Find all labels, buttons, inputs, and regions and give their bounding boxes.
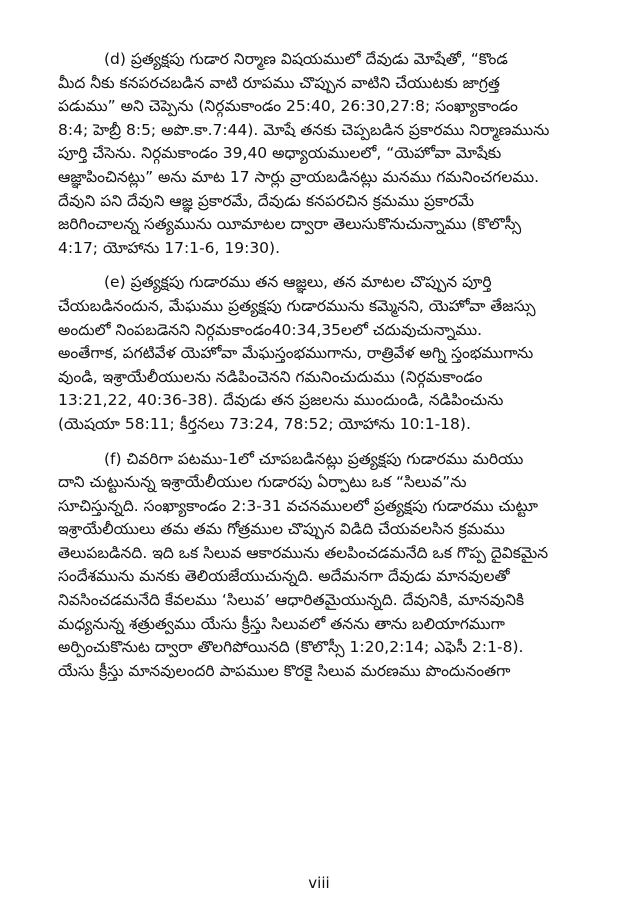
paragraph-line: దేవుని పని దేవుని ఆజ్ఞ ప్రకారమే, దేవుడు కనపరచిన క్రమము ప్రకారమే bbox=[58, 191, 475, 210]
paragraph-line: చేయబడినందున, మేఘము ప్రత్యక్షపు గుడారమును కమ్మెనని, యెహోవా తేజస్సు bbox=[58, 296, 536, 315]
paragraph-line: మీద నీకు కనపరచబడిన వాటి రూపము చొప్పున వాటిని చేయుటకు జాగ్రత్త bbox=[58, 73, 500, 92]
line-text: ప్రత్యక్షపు గుడారము తన ఆజ్ఞలు, తన మాటల చొప్పున పూర్తి bbox=[130, 273, 492, 292]
paragraph-line: దాని చుట్టునున్న ఇశ్రాయేలీయుల గుడారపు ఏర్పాటు ఒక “సిలువ”ను bbox=[58, 473, 467, 492]
paragraph-line: సందేశమును మనకు తెలియజేయుచున్నది. అదేమనగా దేవుడు మానవులతో bbox=[58, 567, 510, 586]
paragraph-line: 8:4; హెబ్రీ 8:5; అపొ.కా.7:44). మోషే తనకు చెప్పబడిన ప్రకారము నిర్మాణమును bbox=[58, 120, 550, 139]
paragraph-line bbox=[58, 271, 614, 295]
paragraph-line: సూచిస్తున్నది. సంఖ్యాకాండం 2:3-31 వచనములలో ప్రత్యక్షపు గుడారము చుట్టూ bbox=[58, 496, 538, 515]
paragraph-marker: (f) bbox=[104, 449, 122, 468]
paragraph-line: వుండి, ఇశ్రాయేలీయులను నడిపించెనని గమనించుదుము (నిర్గమకాండం bbox=[58, 367, 483, 386]
paragraph-line: అంతేగాక, పగటివేళ యెహోవా మేఘస్తంభముగాను, రాత్రివేళ అగ్ని స్తంభముగాను bbox=[58, 344, 534, 363]
paragraph-line: 13:21,22, 40:36-38). దేవుడు తన ప్రజలను ముందుండి, నడిపించును bbox=[58, 391, 504, 410]
paragraph-line bbox=[58, 448, 614, 472]
paragraph-line: మధ్యనున్న శత్రుత్వము యేసు క్రీస్తు సిలువలో తనను తాను బలియాగముగా bbox=[58, 614, 505, 633]
page-body bbox=[58, 48, 614, 694]
paragraph-line: నివసించడమనేది కేవలము ‘సిలువ’ ఆధారితమైయున్నది. దేవునికి, మానవునికి bbox=[58, 591, 525, 610]
paragraph-e bbox=[58, 271, 614, 436]
paragraph-line: యేసు క్రీస్తు మానవులందరి పాపముల కొరకై సిలువ మరణము పొందునంతగా bbox=[58, 661, 511, 680]
paragraph-line: పడుము” అని చెప్పెను (నిర్గమకాండం 25:40, 26:30,27:8; సంఖ్యాకాండం bbox=[58, 97, 518, 116]
paragraph-marker: (e) bbox=[104, 273, 126, 292]
paragraph-f bbox=[58, 448, 614, 684]
paragraph-line: అందులో నింపబడెనని నిర్గమకాండం40:34,35లలో చదువుచున్నాము. bbox=[58, 320, 483, 339]
page-number: viii bbox=[308, 874, 330, 892]
paragraph-d bbox=[58, 48, 614, 260]
line-text: చివరిగా పటము-1లో చూపబడినట్లు ప్రత్యక్షపు గుడారము మరియు bbox=[126, 449, 524, 468]
paragraph-line: 4:17; యోహాను 17:1-6, 19:30). bbox=[58, 238, 281, 257]
paragraph-line bbox=[58, 48, 614, 72]
paragraph-line: (యెషయా 58:11; కీర్తనలు 73:24, 78:52; యోహాను 10:1-18). bbox=[58, 414, 471, 433]
paragraph-line: ఇశ్రాయేలీయులు తమ తమ గోత్రముల చొప్పున విడిది చేయవలసిన క్రమము bbox=[58, 520, 505, 539]
paragraph-line: తెలుపబడినది. ఇది ఒక సిలువ ఆకారమును తలపించడమనేది ఒక గొప్ప దైవికమైన bbox=[58, 543, 549, 562]
paragraph-line: జరిగించాలన్న సత్యమును యీమాటల ద్వారా తెలుసుకొనుచున్నాము (కొలొస్సీ bbox=[58, 215, 522, 234]
paragraph-line: ఆజ్ఞాపించినట్లు” అను మాట 17 సార్లు వ్రాయబడినట్లు మనము గమనించగలము. bbox=[58, 167, 540, 186]
line-text: ప్రత్యక్షపు గుడార నిర్మాణ విషయములో దేవుడు మోషేతో, “కొండ bbox=[130, 50, 508, 68]
paragraph-marker: (d) bbox=[104, 50, 126, 68]
paragraph-line: పూర్తి చేసెను. నిర్గమకాండం 39,40 అధ్యాయములలో, “యెహోవా మోషేకు bbox=[58, 144, 502, 163]
paragraph-line: అర్పించుకొనుట ద్వారా తొలగిపోయినది (కొలొస్సీ 1:20,2:14; ఎఫెసీ 2:1-8). bbox=[58, 638, 524, 657]
